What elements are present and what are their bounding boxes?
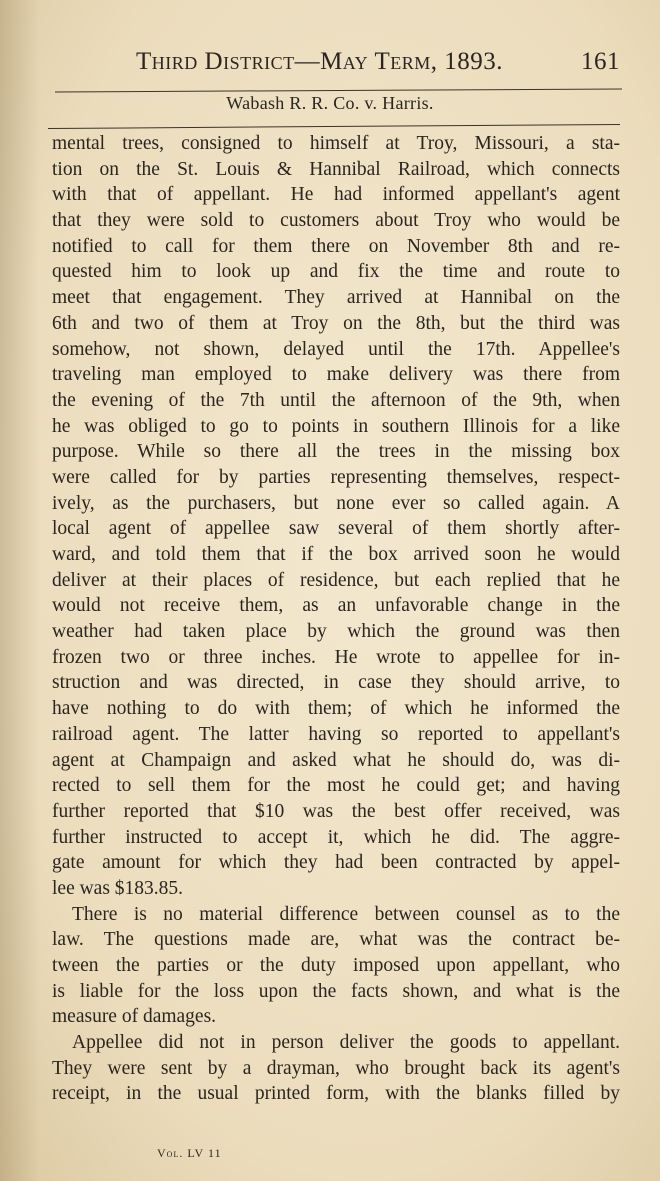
text-line: gate amount for which they had been contracted by appel-	[52, 852, 620, 874]
text-line: were called for by parties representing themselves, respect-	[52, 466, 620, 488]
text-line: local agent of appellee saw several of them shortly after-	[52, 518, 620, 540]
text-line: 6th and two of them at Troy on the 8th, but the third was	[52, 312, 620, 334]
text-line: frozen two or three inches. He wrote to appellee for in-	[52, 646, 620, 668]
text-line: rected to sell them for the most he could get; and having	[52, 775, 620, 797]
text-line: the evening of the 7th until the afternoon of the 9th, when	[52, 389, 620, 411]
header-rule-bottom	[48, 124, 620, 129]
text-line: somehow, not shown, delayed until the 17th. Appellee's	[52, 338, 620, 360]
text-line: There is no material difference between counsel as to the	[72, 903, 620, 925]
signature-mark: Vol. LV 11	[157, 1146, 222, 1160]
text-line: tion on the St. Louis & Hannibal Railroad, which connects	[52, 158, 620, 180]
running-title: Third District—May Term, 1893.	[136, 48, 503, 75]
text-line: railroad agent. The latter having so reported to appellant's	[52, 723, 620, 745]
text-line: purpose. While so there all the trees in the missing box	[52, 441, 620, 463]
text-line: further reported that $10 was the best offer received, was	[52, 800, 620, 822]
text-line: ively, as the purchasers, but none ever so called again. A	[52, 492, 620, 514]
text-line: measure of damages.	[52, 1006, 217, 1028]
text-line: notified to call for them there on November 8th and re-	[52, 235, 620, 257]
case-title: Wabash R. R. Co. v. Harris.	[226, 93, 434, 113]
text-line: Appellee did not in person deliver the goods to appellant.	[72, 1032, 620, 1054]
text-line: traveling man employed to make delivery was there from	[52, 364, 620, 386]
text-line: have nothing to do with them; of which he informed the	[52, 698, 620, 720]
text-line: They were sent by a drayman, who brought back its agent's	[52, 1057, 620, 1079]
text-line: meet that engagement. They arrived at Hannibal on the	[52, 287, 620, 309]
text-line: struction and was directed, in case they should arrive, to	[52, 672, 620, 694]
text-line: further instructed to accept it, which he did. The aggre-	[52, 826, 620, 848]
text-line: receipt, in the usual printed form, with the blanks filled by	[52, 1083, 620, 1105]
page-gutter-shadow	[0, 0, 40, 1181]
text-line: quested him to look up and fix the time and route to	[52, 261, 620, 283]
text-line: weather had taken place by which the ground was then	[52, 621, 620, 643]
text-line: would not receive them, as an unfavorable change in the	[52, 595, 620, 617]
text-line: is liable for the loss upon the facts shown, and what is the	[52, 980, 620, 1002]
text-line: law. The questions made are, what was the contract be-	[52, 929, 620, 951]
text-line: tween the parties or the duty imposed upon appellant, who	[52, 955, 620, 976]
header-rule-top	[55, 89, 622, 93]
body-text	[52, 131, 620, 1107]
running-head	[136, 48, 620, 82]
text-line: agent at Champaign and asked what he should do, was di-	[52, 749, 620, 771]
text-line: ward, and told them that if the box arrived soon he would	[52, 544, 620, 565]
page-number: 161	[581, 48, 620, 75]
text-line: lee was $183.85.	[52, 877, 184, 899]
text-line: with that of appellant. He had informed appellant's agent	[52, 184, 620, 206]
text-line: he was obliged to go to points in southern Illinois for a like	[52, 415, 620, 437]
text-line: mental trees, consigned to himself at Troy, Missouri, a sta-	[52, 133, 620, 154]
text-line: that they were sold to customers about Troy who would be	[52, 210, 620, 232]
text-line: deliver at their places of residence, but each replied that he	[52, 569, 620, 591]
